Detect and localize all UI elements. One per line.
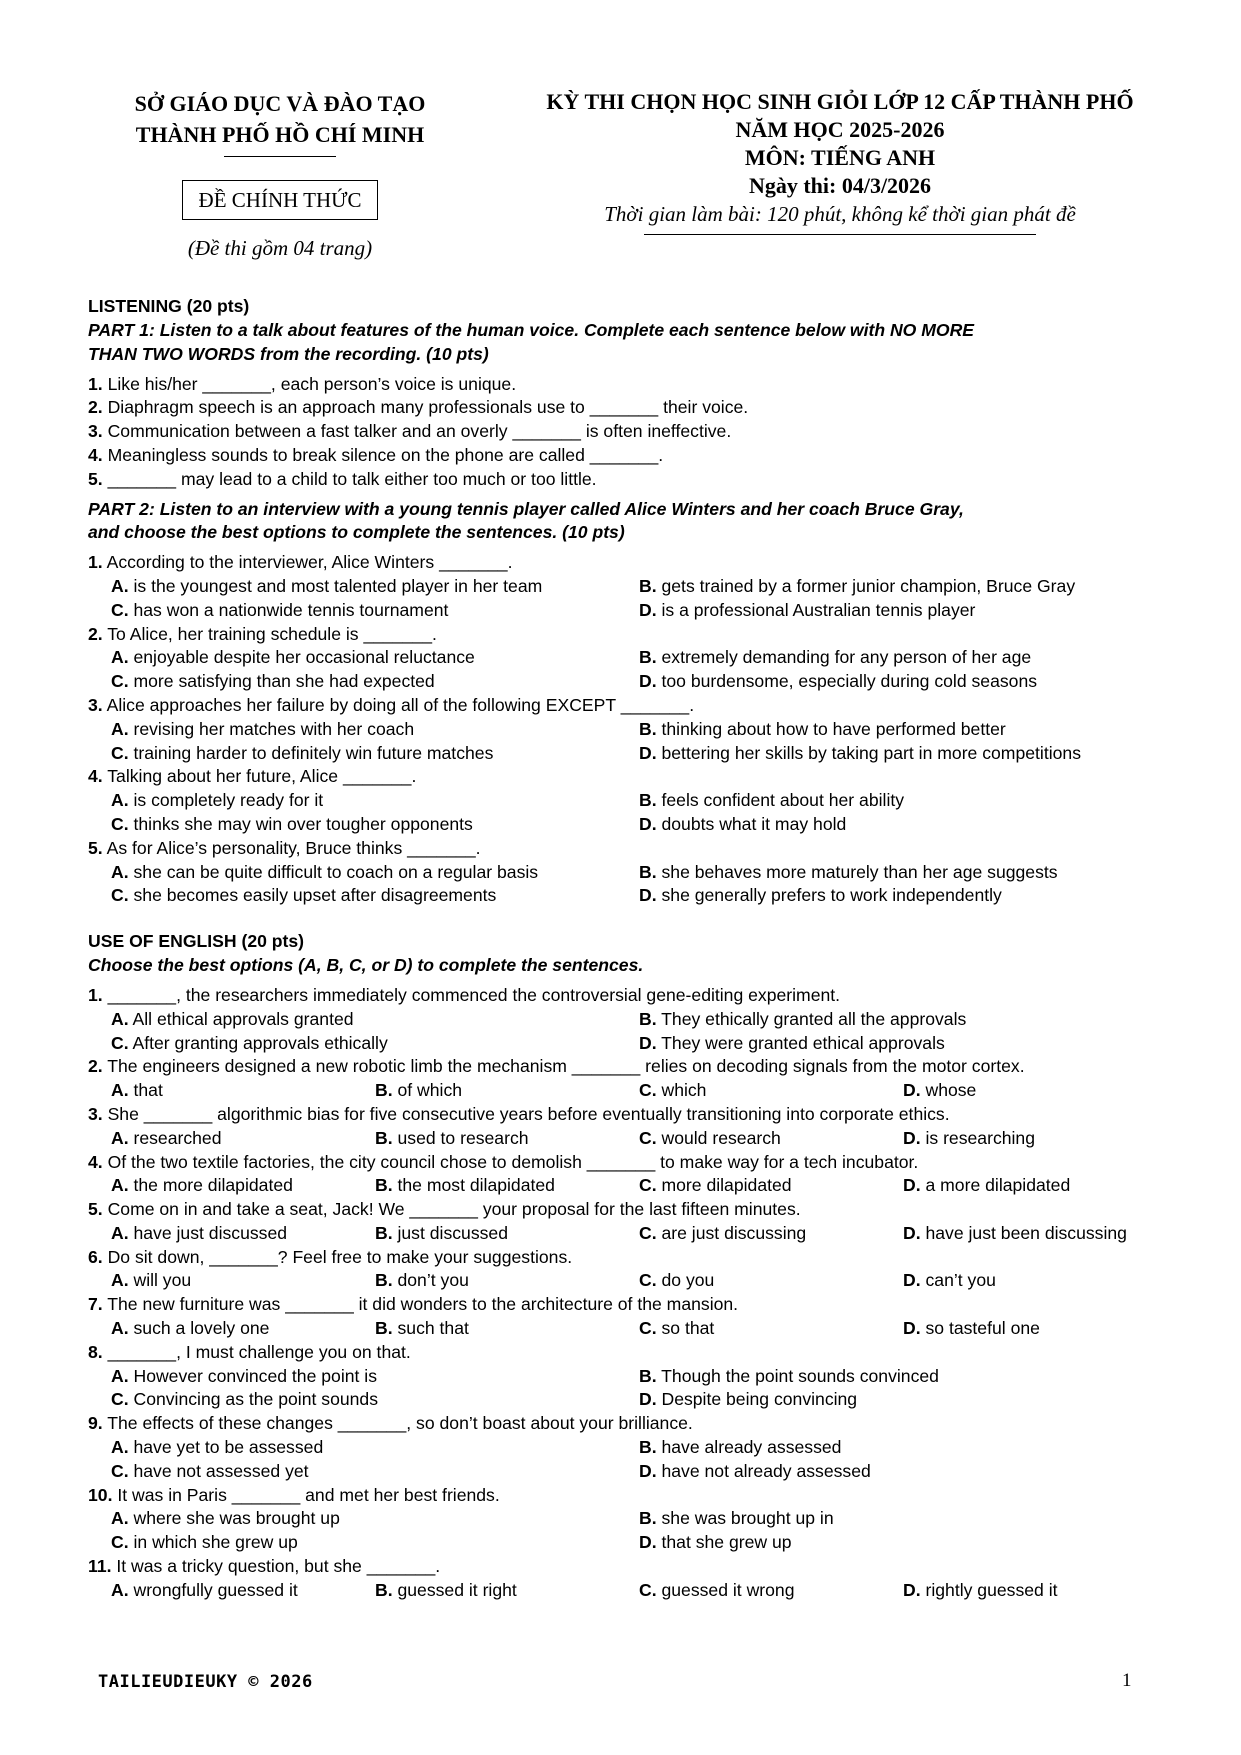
question-stem: 10. It was in Paris _______ and met her best friends.: [88, 1484, 500, 1505]
option-d: D. rightly guessed it: [903, 1579, 1058, 1600]
page-number: 1: [1122, 1670, 1132, 1691]
option-row: [88, 1365, 1178, 1389]
option-row: [88, 646, 1178, 670]
option-c: C. guessed it wrong: [639, 1579, 795, 1600]
exam-title: KỲ THI CHỌN HỌC SINH GIỎI LỚP 12 CẤP THÀNH PHỐ: [546, 89, 1134, 114]
option-b: B. feels confident about her ability: [639, 790, 905, 811]
option-c: C. training harder to definitely win future matches: [111, 742, 494, 763]
school-year: NĂM HỌC 2025-2026: [735, 117, 945, 142]
question-stem: 3. She _______ algorithmic bias for five consecutive years before eventually transitioning into corporate ethics.: [88, 1103, 950, 1124]
option-row: [88, 1579, 1178, 1603]
part1-item: 2. Diaphragm speech is an approach many professionals use to _______ their voice.: [88, 397, 749, 418]
option-a: A. wrongfully guessed it: [111, 1579, 298, 1600]
option-a: A. is completely ready for it: [111, 790, 324, 811]
option-a: A. that: [111, 1080, 163, 1101]
part2-instruction-cont: and choose the best options to complete the sentences. (10 pts): [88, 522, 625, 543]
option-row: [88, 1079, 1178, 1103]
option-c: C. more satisfying than she had expected: [111, 671, 435, 692]
header-right: [500, 88, 1180, 235]
option-row: [88, 1174, 1178, 1198]
department-name: SỞ GIÁO DỤC VÀ ĐÀO TẠO: [134, 91, 426, 116]
option-a: A. researched: [111, 1127, 222, 1148]
part1-item: 5. _______ may lead to a child to talk either too much or too little.: [88, 468, 597, 489]
question-stem: 9. The effects of these changes _______, so don’t boast about your brilliance.: [88, 1413, 693, 1434]
option-row: [88, 742, 1178, 766]
option-d: D. can’t you: [903, 1270, 996, 1291]
part1-item: 4. Meaningless sounds to break silence on the phone are called _______.: [88, 444, 664, 465]
option-row: [88, 1388, 1178, 1412]
option-c: C. would research: [639, 1127, 781, 1148]
option-row: [88, 1269, 1178, 1293]
option-c: C. she becomes easily upset after disagreements: [111, 885, 497, 906]
option-row: [88, 718, 1178, 742]
part1-instruction-cont: THAN TWO WORDS from the recording. (10 pts): [88, 343, 489, 364]
option-b: B. Though the point sounds convinced: [639, 1365, 939, 1386]
option-d: D. doubts what it may hold: [639, 813, 847, 834]
exam-content: [88, 293, 1178, 1603]
option-a: A. she can be quite difficult to coach on a regular basis: [111, 861, 539, 882]
question-stem: 7. The new furniture was _______ it did wonders to the architecture of the mansion.: [88, 1294, 739, 1315]
option-a: A. revising her matches with her coach: [111, 718, 415, 739]
header-left-divider: [224, 156, 336, 157]
option-b: B. of which: [375, 1080, 463, 1101]
option-row: [88, 1317, 1178, 1341]
option-a: A. enjoyable despite her occasional reluctance: [111, 647, 475, 668]
option-a: A. will you: [111, 1270, 192, 1291]
option-row: [88, 670, 1178, 694]
header-right-divider: [644, 234, 1036, 235]
option-b: B. the most dilapidated: [375, 1175, 555, 1196]
option-a: A. the more dilapidated: [111, 1175, 293, 1196]
question-stem: 5. Come on in and take a seat, Jack! We _______ your proposal for the last fifteen minutes.: [88, 1199, 801, 1220]
option-row: [88, 1507, 1178, 1531]
question-stem: 2. The engineers designed a new robotic limb the mechanism _______ relies on decoding signals from the motor cortex.: [88, 1056, 1025, 1077]
option-b: B. extremely demanding for any person of her age: [639, 647, 1032, 668]
part1-item: 3. Communication between a fast talker and an overly _______ is often ineffective.: [88, 421, 732, 442]
header-left: [130, 88, 430, 262]
option-d: D. whose: [903, 1080, 977, 1101]
option-a: A. is the youngest and most talented player in her team: [111, 575, 543, 596]
option-d: D. a more dilapidated: [903, 1175, 1071, 1196]
section-title-use-of-english: USE OF ENGLISH (20 pts): [88, 931, 305, 952]
option-d: D. have just been discussing: [903, 1222, 1127, 1243]
option-d: D. They were granted ethical approvals: [639, 1032, 945, 1053]
option-b: B. don’t you: [375, 1270, 469, 1291]
use-of-english-instruction: Choose the best options (A, B, C, or D) to complete the sentences.: [88, 955, 644, 976]
footer-brand: TAILIEUDIEUKY © 2026: [98, 1672, 313, 1692]
city-name: THÀNH PHỐ HỒ CHÍ MINH: [135, 122, 425, 147]
question-stem: 1. According to the interviewer, Alice Winters _______.: [88, 552, 513, 573]
option-row: [88, 789, 1178, 813]
option-row: [88, 1531, 1178, 1555]
option-b: B. just discussed: [375, 1222, 508, 1243]
official-label: ĐỀ CHÍNH THỨC: [182, 180, 379, 220]
option-a: A. All ethical approvals granted: [111, 1008, 354, 1029]
option-b: B. guessed it right: [375, 1579, 517, 1600]
question-stem: 2. To Alice, her training schedule is _______.: [88, 623, 437, 644]
option-b: B. used to research: [375, 1127, 529, 1148]
option-d: D. Despite being convincing: [639, 1389, 858, 1410]
option-row: [88, 575, 1178, 599]
question-stem: 4. Of the two textile factories, the city council chose to demolish _______ to make way for a tech incubator.: [88, 1151, 919, 1172]
option-row: [88, 884, 1178, 908]
option-row: [88, 1127, 1178, 1151]
option-c: C. Convincing as the point sounds: [111, 1389, 378, 1410]
part1-instruction: PART 1: Listen to a talk about features of the human voice. Complete each sentence below with NO MORE: [88, 320, 975, 340]
option-c: C. thinks she may win over tougher opponents: [111, 813, 473, 834]
question-stem: 5. As for Alice’s personality, Bruce thinks _______.: [88, 837, 481, 858]
option-row: [88, 1008, 1178, 1032]
option-row: [88, 861, 1178, 885]
option-b: B. They ethically granted all the approvals: [639, 1008, 967, 1029]
option-a: A. where she was brought up: [111, 1508, 340, 1529]
part2-instruction: PART 2: Listen to an interview with a young tennis player called Alice Winters and her coach Bruce Gray,: [88, 498, 964, 519]
option-a: A. have yet to be assessed: [111, 1437, 324, 1458]
option-row: [88, 1436, 1178, 1460]
option-c: C. have not assessed yet: [111, 1460, 309, 1481]
option-row: [88, 599, 1178, 623]
exam-date: Ngày thi: 04/3/2026: [748, 173, 932, 198]
question-stem: 1. _______, the researchers immediately commenced the controversial gene-editing experiment.: [88, 984, 841, 1005]
option-d: D. she generally prefers to work independently: [639, 885, 1002, 906]
option-b: B. she was brought up in: [639, 1508, 834, 1529]
subject: MÔN: TIẾNG ANH: [744, 145, 936, 170]
option-a: A. However convinced the point is: [111, 1365, 377, 1386]
option-d: D. bettering her skills by taking part in more competitions: [639, 742, 1081, 763]
section-title-listening: LISTENING (20 pts): [88, 296, 250, 316]
option-b: B. gets trained by a former junior champion, Bruce Gray: [639, 575, 1076, 596]
page-count-note: (Đề thi gồm 04 trang): [187, 236, 373, 260]
option-b: B. she behaves more maturely than her age suggests: [639, 861, 1058, 882]
option-row: [88, 1222, 1178, 1246]
option-a: A. have just discussed: [111, 1222, 288, 1243]
option-c: C. are just discussing: [639, 1222, 807, 1243]
option-d: D. is researching: [903, 1127, 1036, 1148]
option-row: [88, 1460, 1178, 1484]
option-c: C. After granting approvals ethically: [111, 1032, 388, 1053]
option-d: D. too burdensome, especially during cold seasons: [639, 671, 1038, 692]
option-c: C. do you: [639, 1270, 715, 1291]
option-d: D. that she grew up: [639, 1532, 792, 1553]
option-c: C. in which she grew up: [111, 1532, 298, 1553]
option-d: D. is a professional Australian tennis player: [639, 599, 976, 620]
option-b: B. such that: [375, 1318, 469, 1339]
question-stem: 11. It was a tricky question, but she _______.: [88, 1556, 441, 1577]
option-c: C. so that: [639, 1318, 715, 1339]
option-c: C. which: [639, 1080, 707, 1101]
option-c: C. more dilapidated: [639, 1175, 792, 1196]
option-b: B. have already assessed: [639, 1437, 842, 1458]
question-stem: 4. Talking about her future, Alice _______.: [88, 766, 417, 787]
question-stem: 3. Alice approaches her failure by doing all of the following EXCEPT _______.: [88, 694, 695, 715]
option-a: A. such a lovely one: [111, 1318, 270, 1339]
option-d: D. have not already assessed: [639, 1460, 871, 1481]
question-stem: 8. _______, I must challenge you on that.: [88, 1341, 411, 1362]
option-c: C. has won a nationwide tennis tournament: [111, 599, 449, 620]
part1-item: 1. Like his/her _______, each person’s voice is unique.: [88, 373, 517, 394]
option-d: D. so tasteful one: [903, 1318, 1040, 1339]
option-b: B. thinking about how to have performed better: [639, 718, 1006, 739]
time-note: Thời gian làm bài: 120 phút, không kể thời gian phát đề: [604, 202, 1076, 226]
question-stem: 6. Do sit down, _______? Feel free to make your suggestions.: [88, 1246, 573, 1267]
option-row: [88, 1032, 1178, 1056]
option-row: [88, 813, 1178, 837]
